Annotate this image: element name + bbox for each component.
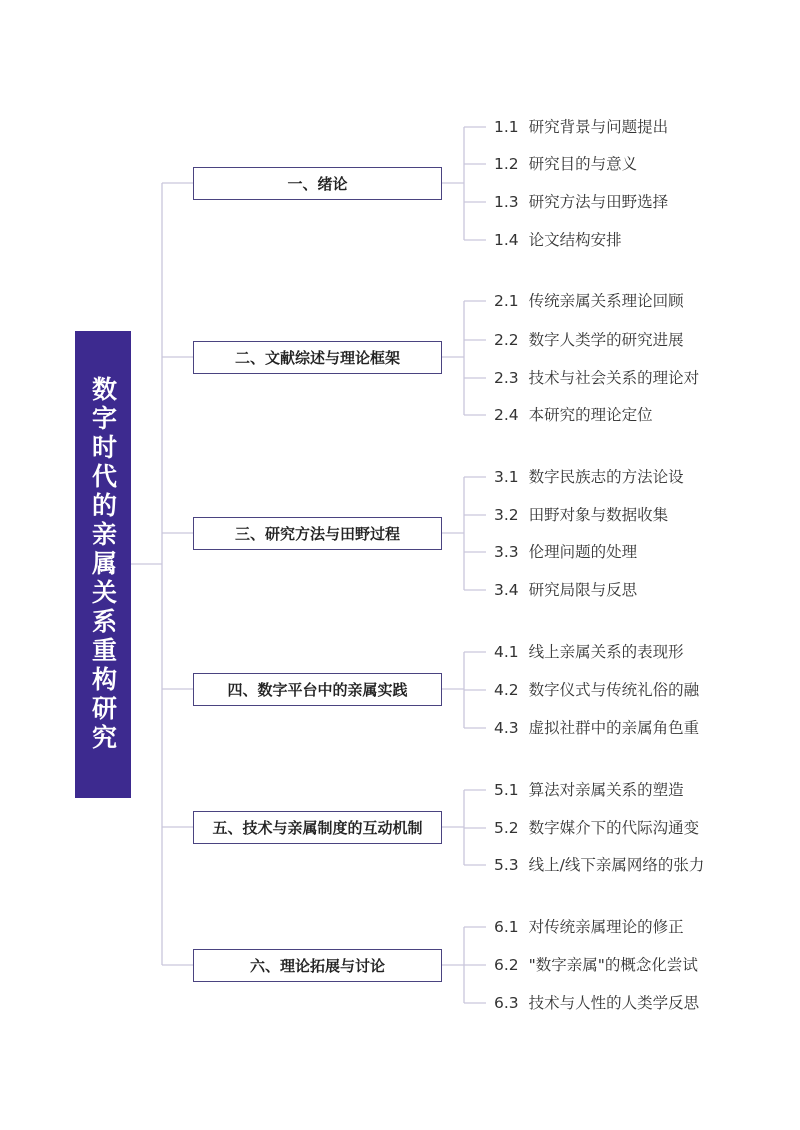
- section-item: [494, 190, 668, 214]
- section-number: 6.2: [494, 956, 519, 974]
- section-item: [494, 816, 699, 840]
- section-number: 2.2: [494, 331, 519, 349]
- section-number: 1.2: [494, 155, 519, 173]
- section-item: [494, 716, 699, 740]
- section-number: 5.1: [494, 781, 519, 799]
- section-title: 研究局限与反思: [528, 581, 638, 599]
- section-number: 1.1: [494, 118, 519, 136]
- section-number: 1.3: [494, 193, 519, 211]
- section-title: 数字人类学的研究进展: [528, 331, 684, 349]
- chapter-box-6: 六、理论拓展与讨论: [193, 949, 442, 982]
- section-title: 技术与人性的人类学反思: [528, 994, 700, 1012]
- section-title: 本研究的理论定位: [528, 406, 653, 424]
- chapter-box-2: 二、文献综述与理论框架: [193, 341, 442, 374]
- section-number: 3.4: [494, 581, 519, 599]
- section-item: [494, 465, 684, 489]
- section-title: 技术与社会关系的理论对: [528, 369, 700, 387]
- section-title: 研究目的与意义: [528, 155, 638, 173]
- section-title: 数字仪式与传统礼俗的融: [528, 681, 700, 699]
- section-number: 4.2: [494, 681, 519, 699]
- section-item: [494, 115, 668, 139]
- section-item: [494, 778, 684, 802]
- section-number: 6.3: [494, 994, 519, 1012]
- section-item: [494, 289, 684, 313]
- section-title: 研究方法与田野选择: [528, 193, 669, 211]
- chapter-box-3: 三、研究方法与田野过程: [193, 517, 442, 550]
- section-number: 2.3: [494, 369, 519, 387]
- section-number: 5.3: [494, 856, 519, 874]
- root-node: [75, 331, 131, 798]
- section-title: 对传统亲属理论的修正: [528, 918, 684, 936]
- section-title: "数字亲属"的概念化尝试: [528, 956, 698, 974]
- section-item: [494, 228, 622, 252]
- root-title: 数字时代的亲属关系重构研究: [88, 376, 118, 753]
- section-item: [494, 853, 704, 877]
- section-item: [494, 366, 699, 390]
- section-title: 线上亲属关系的表现形: [528, 643, 684, 661]
- section-item: [494, 403, 653, 427]
- section-title: 数字媒介下的代际沟通变: [528, 819, 700, 837]
- section-number: 5.2: [494, 819, 519, 837]
- section-item: [494, 328, 684, 352]
- section-title: 研究背景与问题提出: [528, 118, 669, 136]
- section-number: 4.3: [494, 719, 519, 737]
- section-item: [494, 152, 637, 176]
- chapter-box-4: 四、数字平台中的亲属实践: [193, 673, 442, 706]
- section-item: [494, 678, 699, 702]
- section-number: 6.1: [494, 918, 519, 936]
- section-title: 线上/线下亲属网络的张力: [528, 856, 705, 874]
- section-title: 数字民族志的方法论设: [528, 468, 684, 486]
- section-number: 2.4: [494, 406, 519, 424]
- section-item: [494, 991, 699, 1015]
- section-number: 3.3: [494, 543, 519, 561]
- section-item: [494, 540, 637, 564]
- section-title: 田野对象与数据收集: [528, 506, 669, 524]
- section-title: 算法对亲属关系的塑造: [528, 781, 684, 799]
- section-item: [494, 640, 684, 664]
- section-title: 虚拟社群中的亲属角色重: [528, 719, 700, 737]
- section-title: 传统亲属关系理论回顾: [528, 292, 684, 310]
- section-number: 1.4: [494, 231, 519, 249]
- section-title: 伦理问题的处理: [528, 543, 638, 561]
- section-item: [494, 915, 684, 939]
- section-number: 4.1: [494, 643, 519, 661]
- section-item: [494, 578, 637, 602]
- section-number: 3.1: [494, 468, 519, 486]
- section-item: [494, 953, 698, 977]
- section-item: [494, 503, 668, 527]
- section-number: 2.1: [494, 292, 519, 310]
- chapter-box-5: 五、技术与亲属制度的互动机制: [193, 811, 442, 844]
- section-number: 3.2: [494, 506, 519, 524]
- section-title: 论文结构安排: [528, 231, 622, 249]
- chapter-box-1: 一、绪论: [193, 167, 442, 200]
